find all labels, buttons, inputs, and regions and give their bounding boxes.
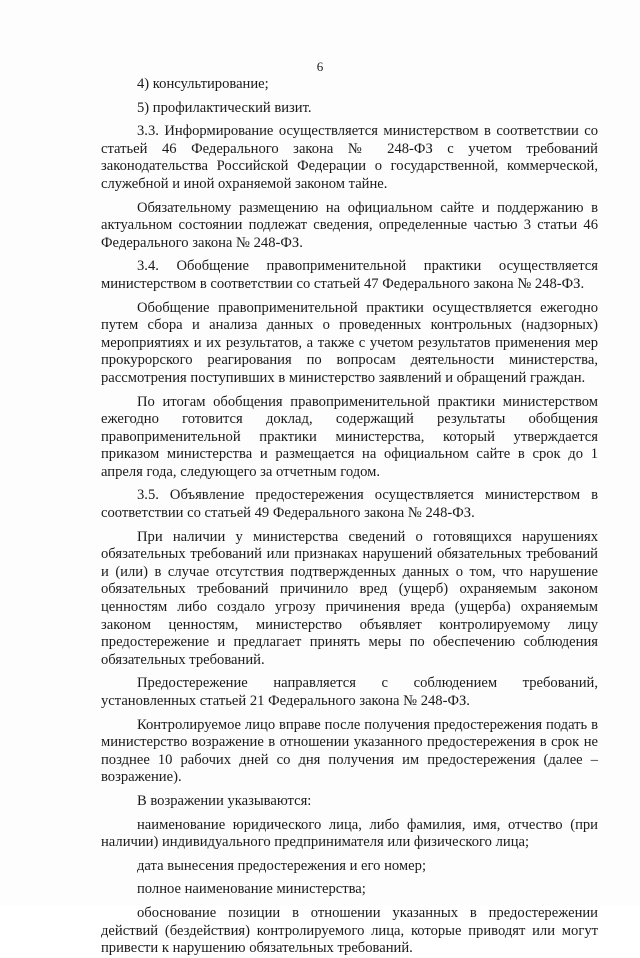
section-3-5-warning: 3.5. Объявление предостережения осуществляется министерством в соответствии со статьей 49 Федерального закона № 248-ФЗ.: [101, 487, 598, 522]
paragraph-mandatory-publication: Обязательному размещению на официальном сайте и поддержанию в актуальном состоянии подлежат сведения, определенные частью 3 статьи 46 Федерального закона № 248-ФЗ.: [101, 199, 598, 251]
paragraph-annual-report: По итогам обобщения правоприменительной практики министерством ежегодно готовится доклад, содержащий результаты обобщения правоприменительной практики министерства, который утверждается приказом министерства и размещается на официальном сайте в срок до 1 апреля года, следующего за отчетным годом.: [101, 393, 598, 480]
paragraph-objection-contents-heading: В возражении указываются:: [137, 792, 312, 809]
section-3-3-informing: 3.3. Информирование осуществляется министерством в соответствии со статьей 46 Федерального закона № 248-ФЗ с учетом требований законодательства Российской Федерации о государственной, коммерческой, служебной и иной охраняемой законом тайне.: [101, 123, 598, 192]
list-item-preventive-visit: 5) профилактический визит.: [137, 99, 312, 116]
paragraph-warning-conditions: При наличии у министерства сведений о готовящихся нарушениях обязательных требований или признаках нарушений обязательных требований и (или) в случае отсутствия подтвержденных данных о том, что нарушение обязательных требований причинило вред (ущерб) охраняемым законом ценностям либо создало угрозу причинения вреда (ущерба) охраняемым законом ценностям, министерство объявляет контролируемому лицу предостережение и предлагает принять меры по обеспечению соблюдения обязательных требований.: [101, 528, 598, 668]
list-item-warning-date: дата вынесения предостережения и его номер;: [137, 857, 426, 874]
page-number: 6: [316, 59, 324, 74]
list-item-ministry-name: полное наименование министерства;: [137, 881, 366, 898]
list-item-consulting: 4) консультирование;: [137, 76, 269, 92]
document-body: [101, 76, 598, 958]
paragraph-objection-right: Контролируемое лицо вправе после получения предостережения подать в министерство возражение в отношении указанного предостережения в срок не позднее 10 рабочих дней со дня получения им предостережения (далее – возражение).: [101, 716, 598, 786]
list-item-entity-name: наименование юридического лица, либо фамилия, имя, отчество (при наличии) индивидуального предпринимателя или физического лица;: [101, 816, 598, 851]
paragraph-generalization-annual: Обобщение правоприменительной практики осуществляется ежегодно путем сбора и анализа данных о проведенных контрольных (надзорных) мероприятиях и их результатов, а также с учетом результатов применения мер прокурорского реагирования по вопросам деятельности министерства, рассмотрения поступивших в министерство заявлений и обращений граждан.: [101, 299, 598, 386]
section-3-4-generalization: 3.4. Обобщение правоприменительной практики осуществляется министерством в соответствии со статьей 47 Федерального закона № 248-ФЗ.: [101, 258, 598, 292]
list-item-position-justification: обоснование позиции в отношении указанных в предостережении действий (бездействия) контролируемого лица, которые приводят или могут привести к нарушению обязательных требований.: [101, 904, 598, 957]
paragraph-warning-sent: Предостережение направляется с соблюдением требований, установленных статьей 21 Федерального закона № 248-ФЗ.: [101, 675, 598, 709]
